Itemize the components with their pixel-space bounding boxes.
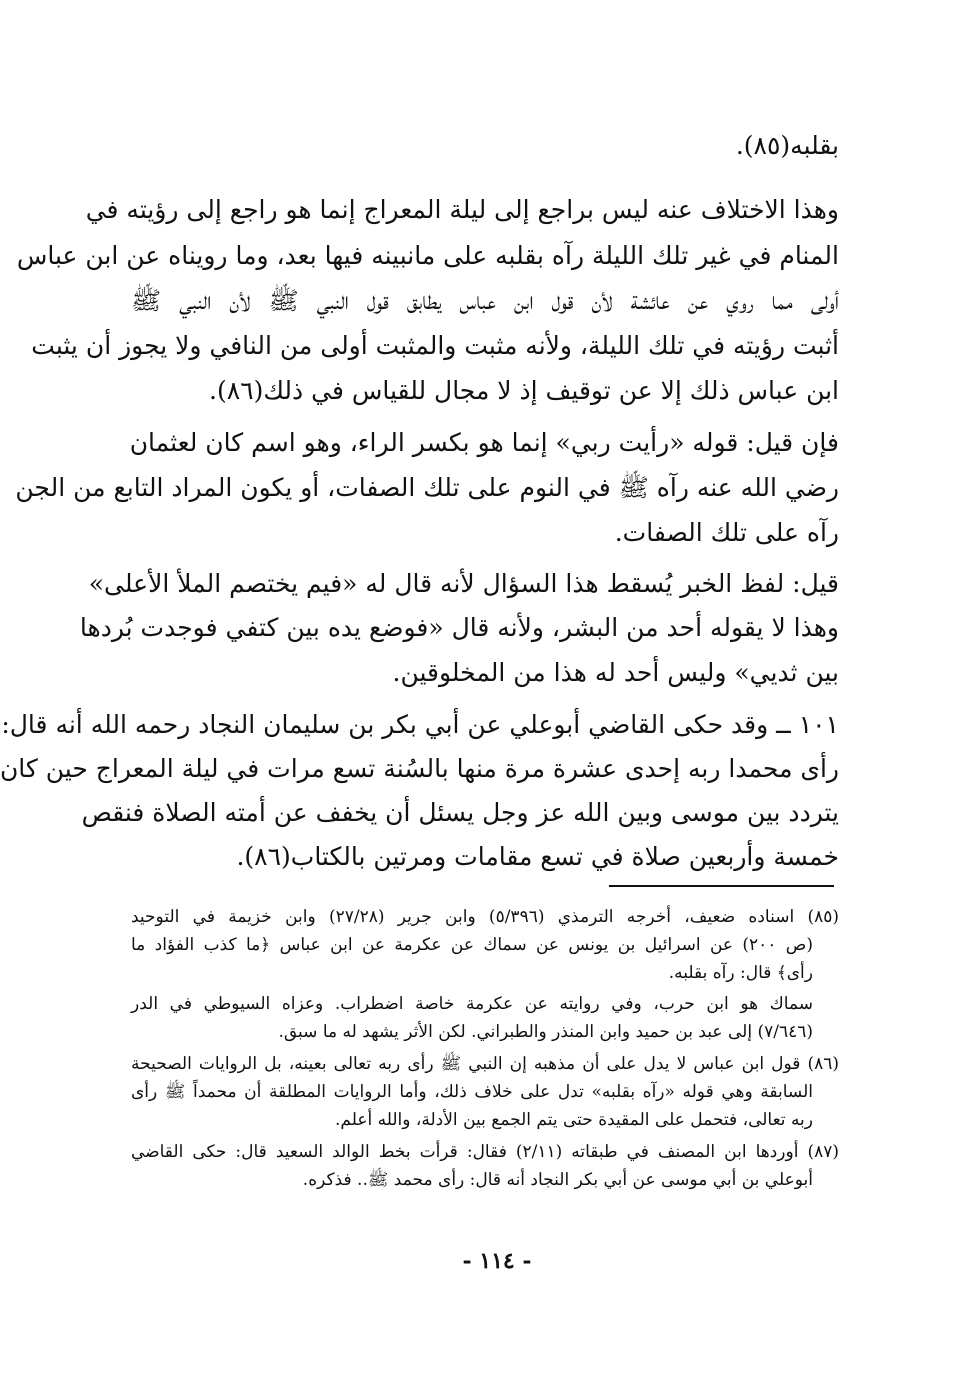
- text-line: خمسة وأربعين صلاة في تسع مقامات ومرتين بالكتاب(٨٦).: [236, 842, 839, 871]
- text-line: رضي الله عنه رآه ﷺ في النوم على تلك الصفات، أو يكون المراد التابع من الجن: [15, 473, 839, 502]
- text-line: رأى محمدا ربه إحدى عشرة مرة منها بالسُنة تسع مرات في ليلة المعراج حين كان: [0, 754, 839, 783]
- text-line: وهذا لا يقوله أحد من البشر، ولأنه قال «فوضع يده بين كتفي فوجدت بُردها: [79, 613, 839, 642]
- footnote-line: (٨٥) اسناده ضعيف، أخرجه الترمذي (٥/٣٩٦) وابن جرير (٢٧/٢٨) وابن خزيمة في التوحيد: [131, 907, 839, 927]
- page-number: - ١١٤ -: [462, 1248, 532, 1274]
- footnote-line: (٨٧) أوردها ابن المصنف في طبقاته (٢/١١) فقال: قرأت بخط الوالد السعيد قال: حكى القاضي: [131, 1142, 839, 1162]
- text-line: بين ثديي» وليس أحد له هذا من المخلوقين.: [392, 658, 839, 687]
- footnote-line: سماك هو ابن حرب، وفي روايته عن عكرمة خاصة اضطراب. وعزاه السيوطي في الدر: [131, 994, 813, 1014]
- text-line: فإن قيل: قوله «رأيت ربي» إنما هو بكسر الراء، وهو اسم كان لعثمان: [129, 428, 839, 457]
- text-line: وهذا الاختلاف عنه ليس براجع إلى ليلة المعراج إنما هو راجع إلى رؤيته في: [85, 195, 839, 224]
- text-line: بقلبه(٨٥).: [735, 131, 839, 160]
- text-line: أولى مما روي عن عائشة لأن قول ابن عباس يطابق قول النبي ﷺ لأن النبي ﷺ: [131, 286, 839, 315]
- text-line: أثبت رؤيته في تلك الليلة، ولأنه مثبت والمثبت أولى من النافي ولا يجوز أن يثبت: [31, 331, 839, 360]
- footnote-line: ربه تعالى، فتحمل على المقيدة حتى يتم الجمع بين الأدلة، والله أعلم.: [335, 1110, 813, 1130]
- footnote-line: أبوعلي بن أبي موسى عن أبي بكر النجاد أنه قال: رأى محمد ﷺ.. فذكره.: [302, 1170, 813, 1190]
- footnote-line: رأى﴾ قال: رآه بقلبه.: [668, 963, 813, 983]
- footnote-line: (٨٦) قول ابن عباس لا يدل على أن مذهبه إن النبي ﷺ رأى ربه تعالى بعينه، بل الروايات الصحيحة: [131, 1054, 839, 1074]
- footnote-separator: [609, 885, 834, 887]
- footnote-line: السابقة وهي قوله «رآه بقلبه» تدل على خلاف ذلك، وأما الروايات المطلقة أن محمداً ﷺ رأى: [131, 1082, 813, 1102]
- text-line: ابن عباس ذلك إلا عن توقيف إذ لا مجال للقياس في ذلك(٨٦).: [209, 376, 839, 405]
- footnote-line: (ص ٢٠٠) عن اسرائيل بن يونس عن سماك عن عكرمة عن ابن عباس ﴿ما كذب الفؤاد ما: [131, 935, 813, 955]
- text-line: قيل: لفظ الخبر يُسقط هذا السؤال لأنه قال له «فيم يختصم الملأ الأعلى»: [88, 569, 839, 598]
- text-line: المنام في غير تلك الليلة رآه بقلبه على مانبينه فيها بعد، وما رويناه عن ابن عباس: [16, 241, 839, 270]
- footnote-line: (٧/٦٤٦) إلى عبد بن حميد وابن المنذر والطبراني. لكن الأثر يشهد له ما سبق.: [278, 1022, 813, 1042]
- text-line: يتردد بين موسى وبين الله عز وجل يسئل أن يخفف عن أمته الصلاة فنقص: [81, 798, 839, 827]
- text-line: رآه على تلك الصفات.: [614, 518, 839, 547]
- text-line: ١٠١ ــ وقد حكى القاضي أبوعلي عن أبي بكر بن سليمان النجاد رحمه الله أنه قال:: [1, 710, 839, 739]
